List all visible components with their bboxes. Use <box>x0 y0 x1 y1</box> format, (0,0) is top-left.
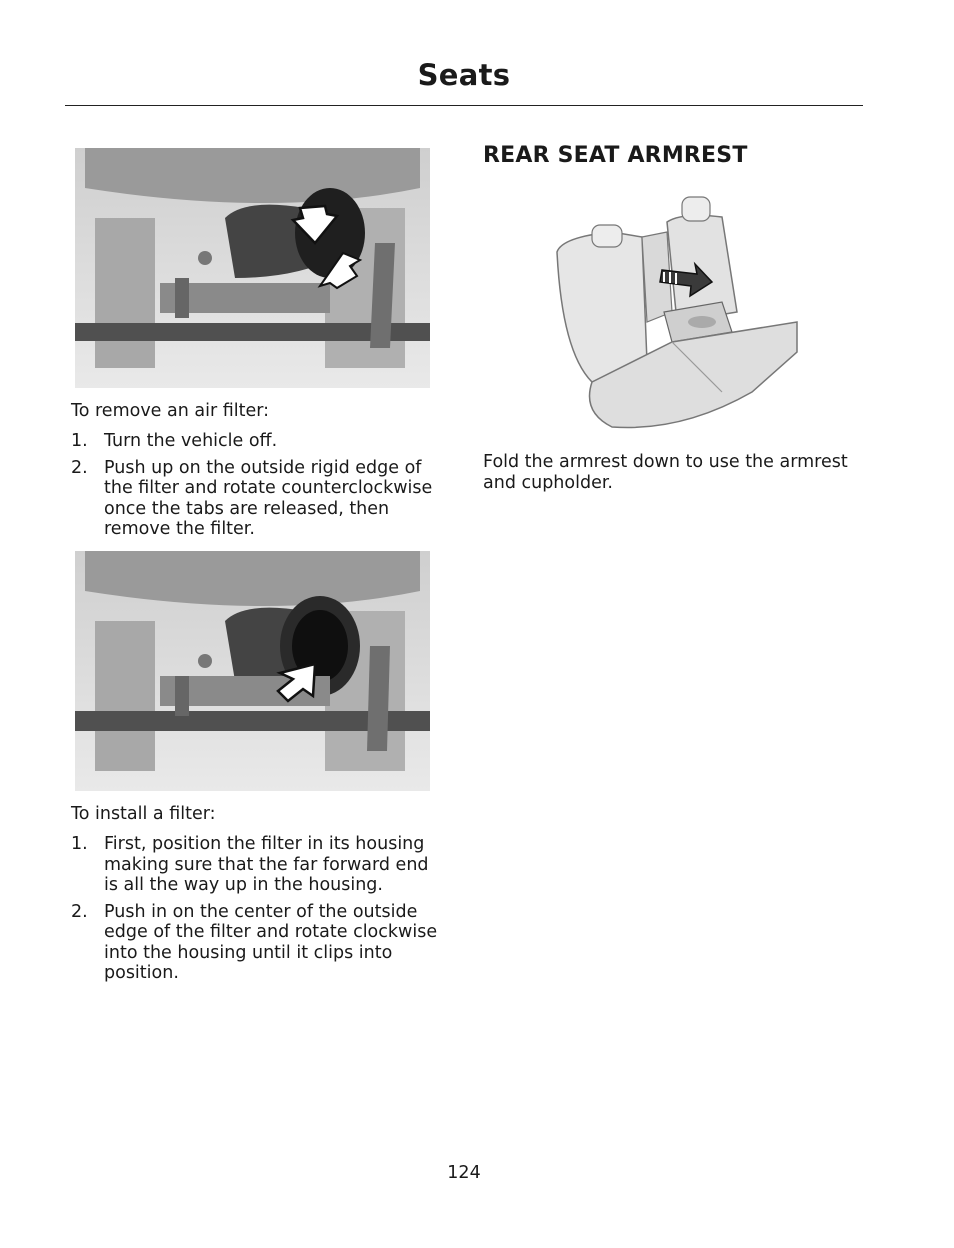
header-rule <box>65 105 863 106</box>
step-text: Turn the vehicle off. <box>104 431 278 451</box>
list-item <box>71 431 443 452</box>
step-number: 2. <box>71 457 88 478</box>
air-filter-removal-illustration <box>75 148 430 388</box>
list-item <box>71 458 443 540</box>
page-number: 124 <box>447 1163 481 1183</box>
air-filter-install-illustration <box>75 551 430 791</box>
step-number: 1. <box>71 431 88 451</box>
install-steps-list <box>71 834 443 990</box>
armrest-description: Fold the armrest down to use the armrest and cupholder. <box>483 452 848 493</box>
page-title: Seats <box>417 58 511 92</box>
remove-intro: To remove an air filter: <box>71 401 270 421</box>
install-intro: To install a filter: <box>71 804 216 824</box>
list-item <box>71 902 443 984</box>
list-item <box>71 834 443 896</box>
step-number: 1. <box>71 834 88 854</box>
rear-seat-armrest-illustration <box>552 192 802 440</box>
step-text: First, position the filter in its housing making sure that the far forward end is all the way up in the housing. <box>104 834 429 895</box>
step-text: Push in on the center of the outside edge of the filter and rotate clockwise into the housing until it clips into position. <box>104 901 438 983</box>
section-heading: REAR SEAT ARMREST <box>483 143 748 168</box>
step-text: Push up on the outside rigid edge of the filter and rotate counterclockwise once the tabs are released, then remove the filter. <box>104 457 433 539</box>
step-number: 2. <box>71 901 88 922</box>
remove-steps-list <box>71 431 443 546</box>
